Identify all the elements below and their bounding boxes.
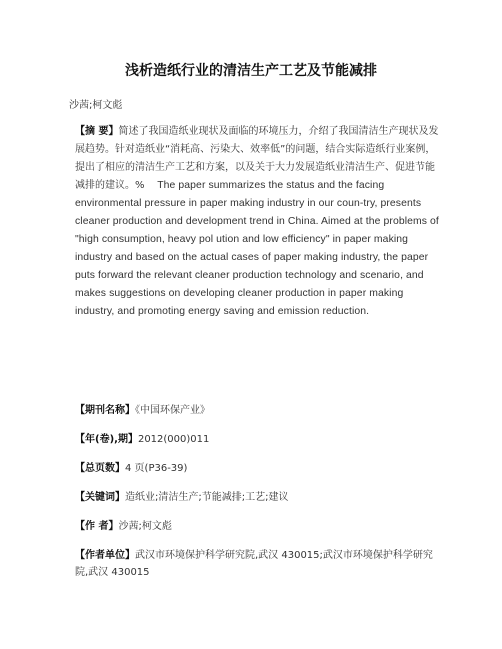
field-value: 2012(000)011 (137, 434, 210, 445)
field-value: 4 页(P36-39) (125, 463, 188, 474)
abstract-block (75, 123, 443, 321)
field-keywords (75, 489, 288, 506)
author-line: 沙茜;柯文彪 (69, 100, 123, 111)
field-value: 武汉市环境保护科学研究院,武汉 430015;武汉市环境保护科学研究院,武汉 430015 (75, 550, 433, 578)
field-label: 【期刊名称】 (75, 405, 135, 416)
field-affiliation (75, 547, 443, 581)
abstract-english: The paper summarizes the status and the facing environmental pressure in paper making industry in our coun-try, presents cleaner production and development trend in China. Aimed at the problems of "high consumption, heavy pol ution and low efficiency" in paper making industry and based on the actual cases of paper making industry, the paper puts forward the relevant cleaner production technology and scenario, and makes suggestions on developing cleaner production in paper making industry, and promoting energy saving and emission reduction. (75, 180, 439, 317)
field-label: 【关键词】 (75, 492, 125, 503)
paper-title: 浅析造纸行业的清洁生产工艺及节能减排 (125, 63, 377, 79)
field-label: 【作者单位】 (75, 550, 135, 561)
field-label: 【总页数】 (75, 463, 125, 474)
field-label: 【年(卷),期】 (75, 434, 138, 445)
field-volume-issue (75, 431, 209, 448)
field-value: 《中国环保产业》 (135, 405, 210, 416)
abstract-label: 【摘 要】 (75, 126, 119, 137)
field-authors (75, 518, 172, 535)
field-page-count (75, 460, 187, 477)
field-value: 沙茜;柯文彪 (118, 521, 172, 532)
field-label: 【作 者】 (75, 521, 119, 532)
abstract-chinese: 简述了我国造纸业现状及面临的环境压力，介绍了我国清洁生产现状及发展趋势。针对造纸业“消耗高、污染大、效率低”的问题，结合实际造纸行业案例，提出了相应的清洁生产工艺和方案，以及关于大力发展造纸业清洁生产、促进节能减排的建议。% (75, 126, 439, 191)
field-value: 造纸业;清洁生产;节能减排;工艺;建议 (125, 492, 289, 503)
field-journal-name (75, 402, 210, 419)
